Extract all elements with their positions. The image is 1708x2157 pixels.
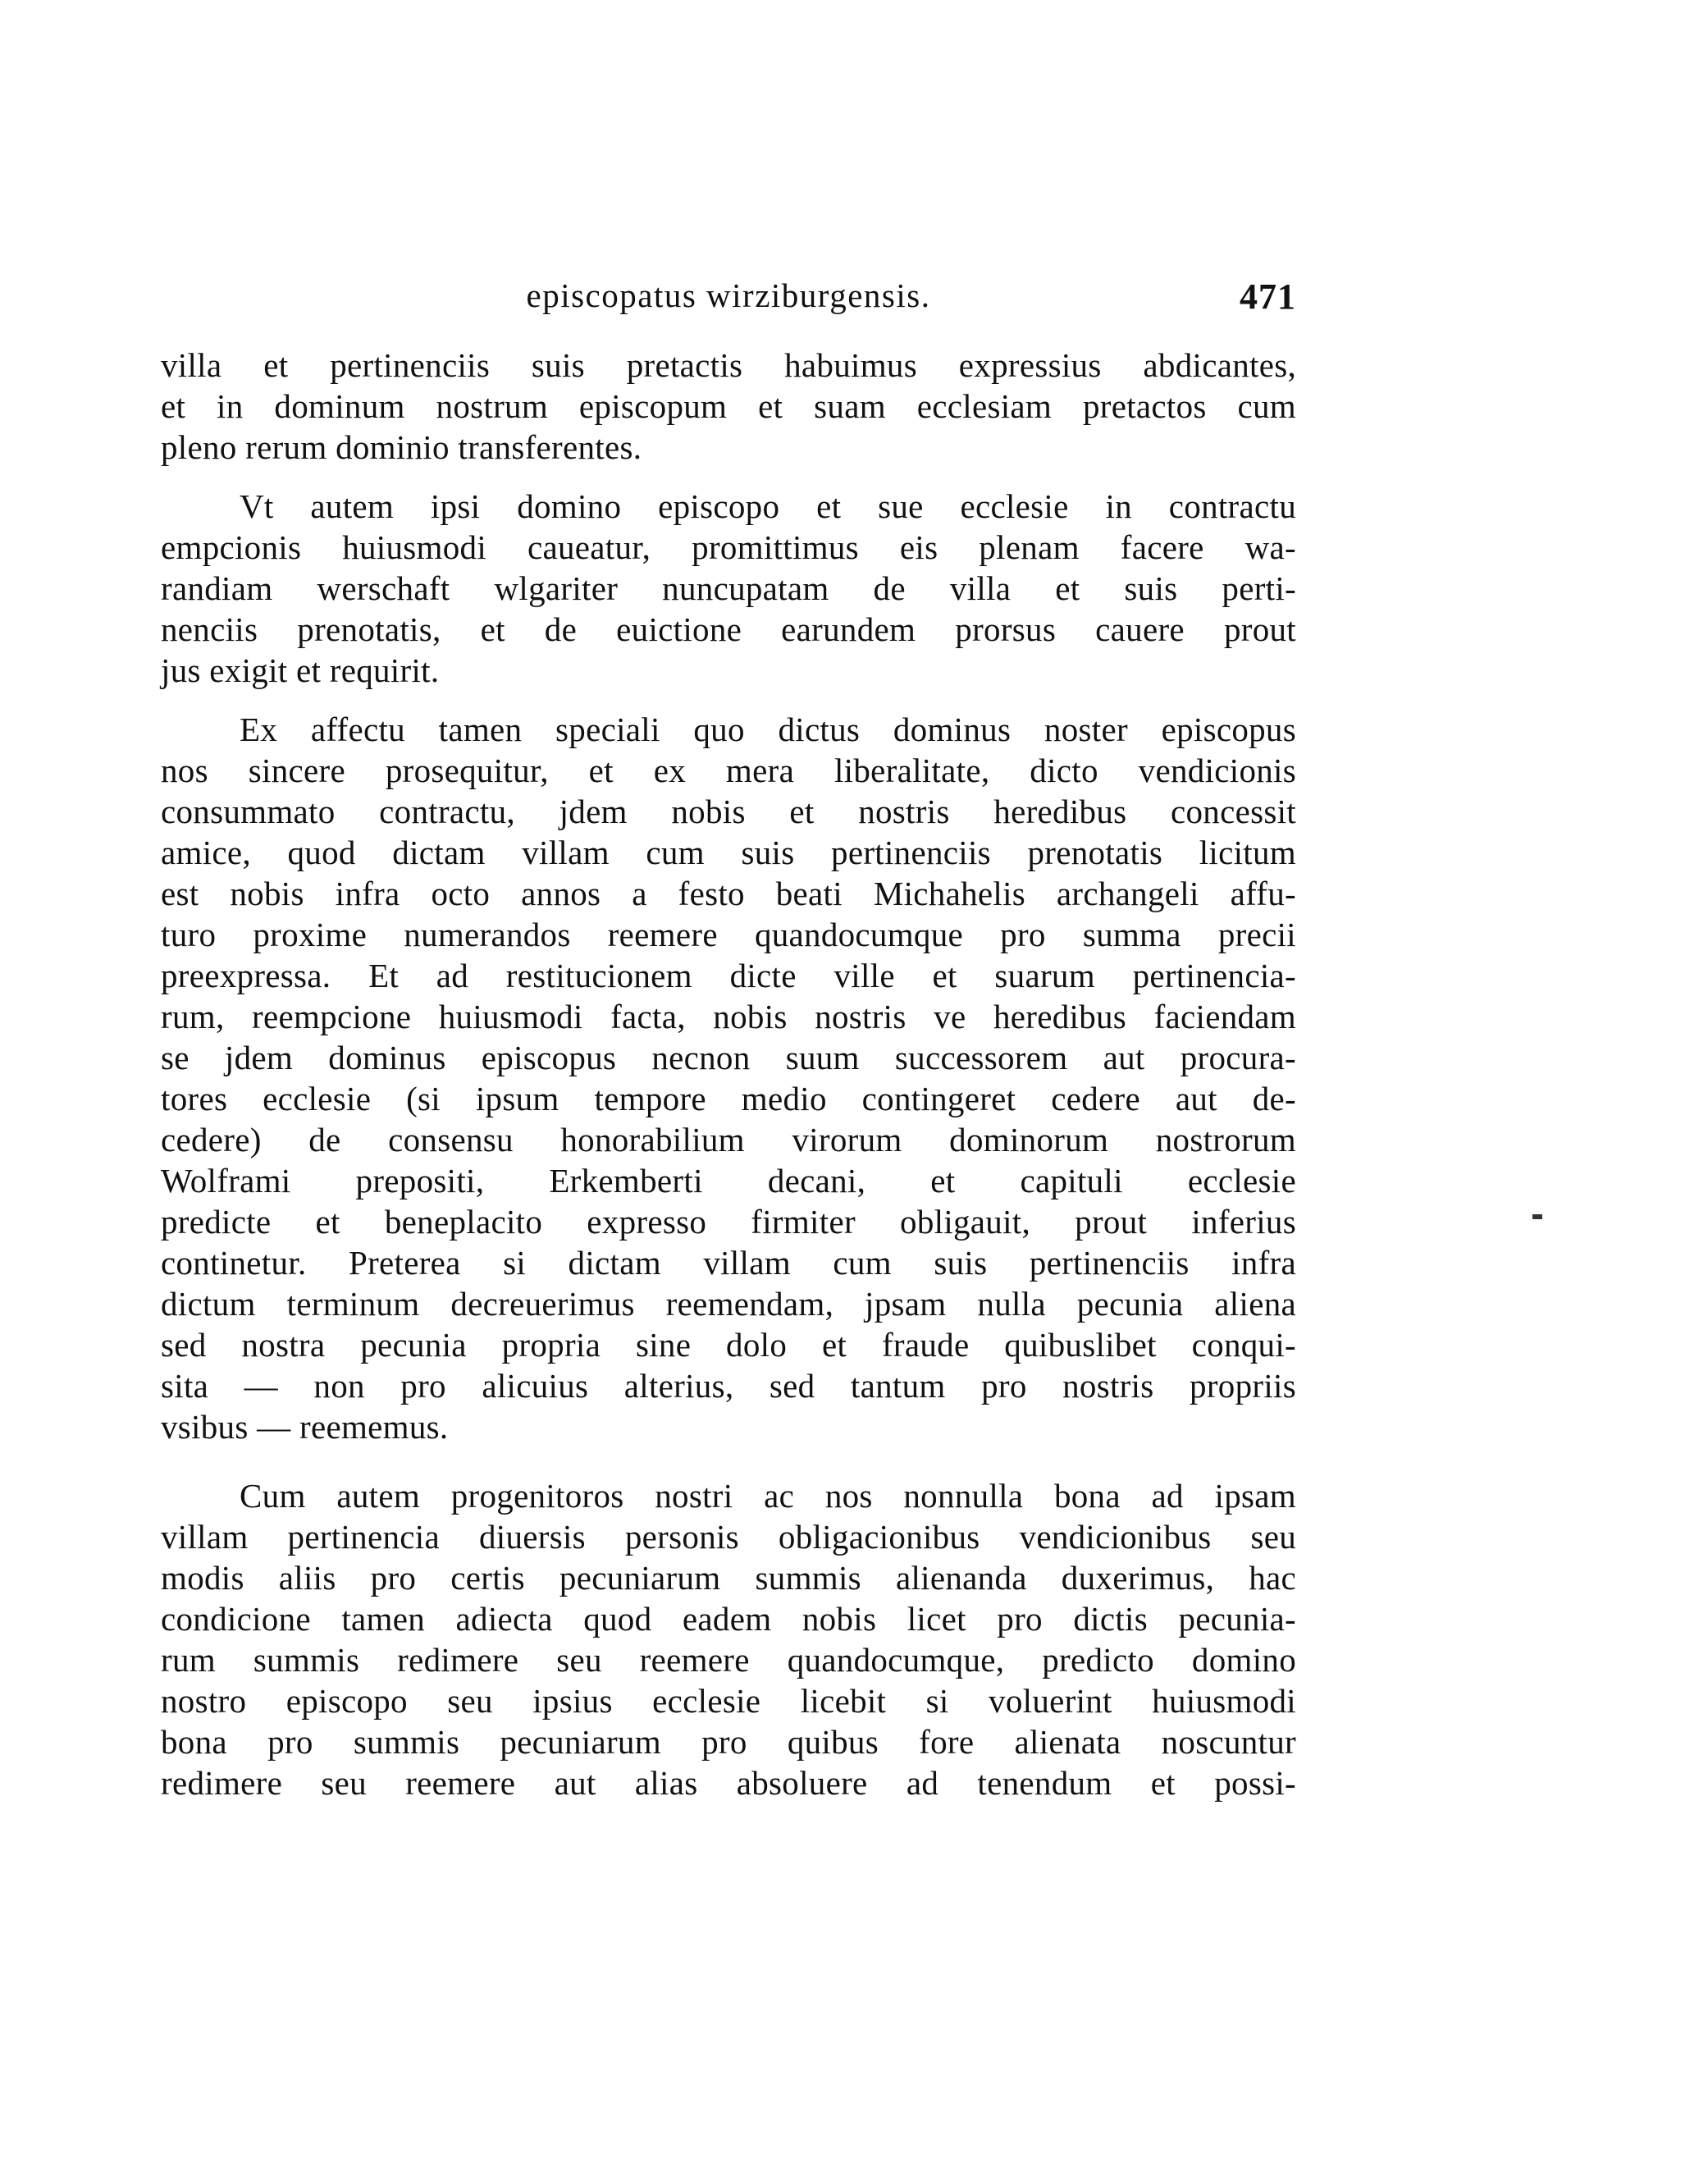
text-line: est nobis infra octo annos a festo beati Michahelis archangeli affu- xyxy=(161,875,1296,912)
text-line: Ex affectu tamen speciali quo dictus dominus noster episcopus xyxy=(240,711,1296,748)
text-line: villam pertinencia diuersis personis obligacionibus vendicionibus seu xyxy=(161,1518,1296,1556)
text-line: continetur. Preterea si dictam villam cum suis pertinenciis infra xyxy=(161,1244,1296,1282)
running-head: episcopatus wirziburgensis. xyxy=(526,276,931,314)
paragraph-3 xyxy=(161,709,1296,1447)
body-text xyxy=(161,345,1296,1803)
text-line: redimere seu reemere aut alias absoluere ad tenendum et possi- xyxy=(161,1764,1296,1802)
text-line: randiam werschaft wlgariter nuncupatam de villa et suis perti- xyxy=(161,569,1296,607)
text-line: vsibus — reememus. xyxy=(161,1408,449,1446)
text-line: empcionis huiusmodi caueatur, promittimus eis plenam facere wa- xyxy=(161,528,1296,566)
text-line: jus exigit et requirit. xyxy=(161,651,440,689)
text-line: amice, quod dictam villam cum suis pertinenciis prenotatis licitum xyxy=(161,834,1296,871)
paragraph-gap xyxy=(161,468,1296,486)
text-line: nostro episcopo seu ipsius ecclesie licebit si voluerint huiusmodi xyxy=(161,1682,1296,1720)
text-line: preexpressa. Et ad restitucionem dicte ville et suarum pertinencia- xyxy=(161,957,1296,994)
paragraph-1 xyxy=(161,345,1296,468)
text-line: sita — non pro alicuius alterius, sed tantum pro nostris propriis xyxy=(161,1367,1296,1405)
text-line: cedere) de consensu honorabilium virorum dominorum nostrorum xyxy=(161,1121,1296,1158)
text-line: et in dominum nostrum episcopum et suam ecclesiam pretactos cum xyxy=(161,387,1296,425)
text-line: rum summis redimere seu reemere quandocumque, predicto domino xyxy=(161,1641,1296,1679)
text-line: Cum autem progenitoros nostri ac nos nonnulla bona ad ipsam xyxy=(240,1477,1296,1515)
text-line: Vt autem ipsi domino episcopo et sue ecclesie in contractu xyxy=(240,487,1296,525)
page-number: 471 xyxy=(1240,276,1296,317)
text-line: predicte et beneplacito expresso firmiter obligauit, prout inferius xyxy=(161,1203,1296,1241)
text-line: condicione tamen adiecta quod eadem nobis licet pro dictis pecunia- xyxy=(161,1600,1296,1638)
text-line: rum, reempcione huiusmodi facta, nobis nostris ve heredibus faciendam xyxy=(161,998,1296,1035)
text-line: consummato contractu, jdem nobis et nostris heredibus concessit xyxy=(161,793,1296,830)
text-line: bona pro summis pecuniarum pro quibus fore alienata noscuntur xyxy=(161,1723,1296,1761)
text-line: sed nostra pecunia propria sine dolo et fraude quibuslibet conqui- xyxy=(161,1326,1296,1364)
text-line: nos sincere prosequitur, et ex mera liberalitate, dicto vendicionis xyxy=(161,752,1296,789)
page-header xyxy=(161,276,1296,325)
text-line: nenciis prenotatis, et de euictione earundem prorsus cauere prout xyxy=(161,610,1296,648)
text-line: tores ecclesie (si ipsum tempore medio contingeret cedere aut de- xyxy=(161,1080,1296,1117)
text-line: turo proxime numerandos reemere quandocumque pro summa precii xyxy=(161,916,1296,953)
text-line: Wolframi prepositi, Erkemberti decani, et capituli ecclesie xyxy=(161,1162,1296,1200)
text-line: dictum terminum decreuerimus reemendam, jpsam nulla pecunia aliena xyxy=(161,1285,1296,1323)
text-line: modis aliis pro certis pecuniarum summis alienanda duxerimus, hac xyxy=(161,1559,1296,1597)
text-line: villa et pertinenciis suis pretactis habuimus expressius abdicantes, xyxy=(161,346,1296,384)
paragraph-2 xyxy=(161,486,1296,691)
paragraph-4 xyxy=(161,1475,1296,1803)
margin-mark xyxy=(1532,1214,1542,1219)
text-line: pleno rerum dominio transferentes. xyxy=(161,428,642,466)
paragraph-gap xyxy=(161,691,1296,709)
text-line: se jdem dominus episcopus necnon suum successorem aut procura- xyxy=(161,1039,1296,1076)
paragraph-gap xyxy=(161,1447,1296,1475)
